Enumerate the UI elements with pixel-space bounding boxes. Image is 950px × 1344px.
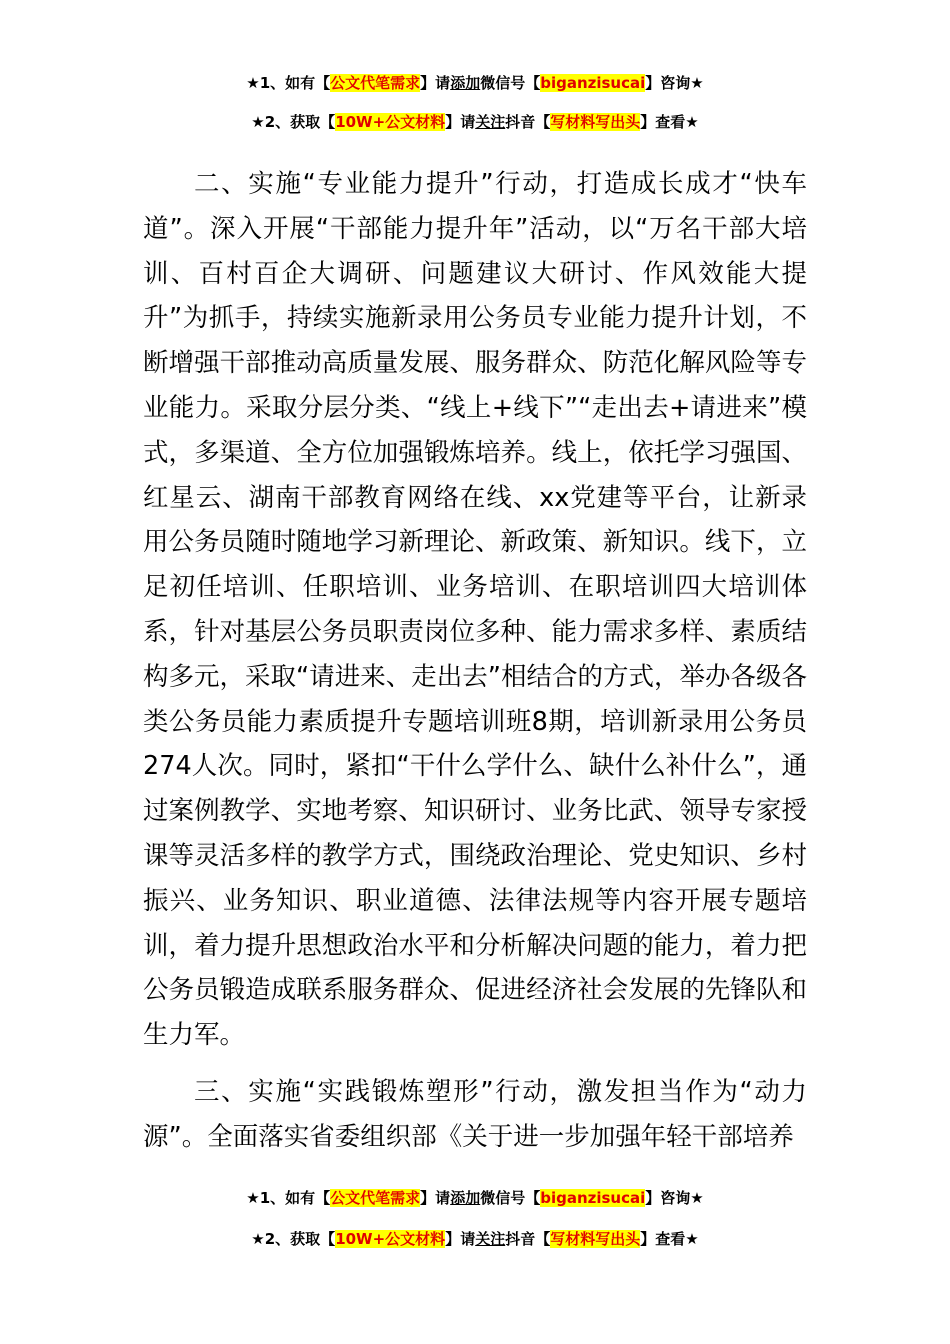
notice-text: 抖音【	[505, 113, 551, 131]
wechat-id: biganzisucai	[540, 1189, 646, 1207]
highlight-text: 10W+公文材料	[335, 113, 446, 131]
notice-text: 】请	[445, 1230, 476, 1248]
paragraph-3: 三、实施“实践锻炼塑形”行动，激发担当作为“动力源”。全面落实省委组织部《关于进一步加强年轻干部培养	[143, 1076, 807, 1152]
underlined-text: 关注	[475, 1230, 506, 1248]
footer-notice-line-2	[0, 1228, 950, 1250]
douyin-id: 写材料写出头	[550, 1230, 641, 1248]
notice-text: 】查看★	[640, 1230, 699, 1248]
notice-text: 微信号【	[480, 1189, 541, 1207]
highlight-text: 公文代笔需求	[330, 1189, 421, 1207]
header-notice-line-2	[0, 111, 950, 133]
notice-text: ★1、如有【	[246, 1189, 331, 1207]
notice-text: 微信号【	[480, 74, 541, 92]
notice-text: 】咨询★	[645, 74, 704, 92]
notice-text: 】请	[445, 113, 476, 131]
notice-text: ★1、如有【	[246, 74, 331, 92]
footer-notice-line-1	[0, 1187, 950, 1209]
underlined-text: 关注	[475, 113, 506, 131]
notice-text: 】请	[420, 74, 451, 92]
notice-text: 】咨询★	[645, 1189, 704, 1207]
wechat-id: biganzisucai	[540, 74, 646, 92]
highlight-text: 公文代笔需求	[330, 74, 421, 92]
paragraph-2: 二、实施“专业能力提升”行动，打造成长成才“快车道”。深入开展“干部能力提升年”活动，以“万名干部大培训、百村百企大调研、问题建议大研讨、作风效能大提升”为抓手，持续实施新录用公务员专业能力提升计划，不断增强干部推动高质量发展、服务群众、防范化解风险等专业能力。采取分层分类、“线上+线下”“走出去+请进来”模式，多渠道、全方位加强锻炼培养。线上，依托学习强国、红星云、湖南干部教育网络在线、xx党建等平台，让新录用公务员随时随地学习新理论、新政策、新知识。线下，立足初任培训、任职培训、业务培训、在职培训四大培训体系，针对基层公务员职责岗位多种、能力需求多样、素质结构多元，采取“请进来、走出去”相结合的方式，举办各级各类公务员能力素质提升专题培训班8期，培训新录用公务员274人次。同时，紧扣“干什么学什么、缺什么补什么”，通过案例教学、实地考察、知识研讨、业务比武、领导专家授课等灵活多样的教学方式，围绕政治理论、党史知识、乡村振兴、业务知识、职业道德、法律法规等内容开展专题培训，着力提升思想政治水平和分析解决问题的能力，着力把公务员锻造成联系服务群众、促进经济社会发展的先锋队和生力军。	[143, 169, 807, 1051]
document-body	[143, 162, 807, 1160]
notice-text: ★2、获取【	[251, 1230, 336, 1248]
underlined-text: 添加	[450, 74, 481, 92]
notice-text: 】请	[420, 1189, 451, 1207]
header-notice-line-1	[0, 72, 950, 94]
notice-text: ★2、获取【	[251, 113, 336, 131]
douyin-id: 写材料写出头	[550, 113, 641, 131]
notice-text: 抖音【	[505, 1230, 551, 1248]
notice-text: 】查看★	[640, 113, 699, 131]
highlight-text: 10W+公文材料	[335, 1230, 446, 1248]
underlined-text: 添加	[450, 1189, 481, 1207]
